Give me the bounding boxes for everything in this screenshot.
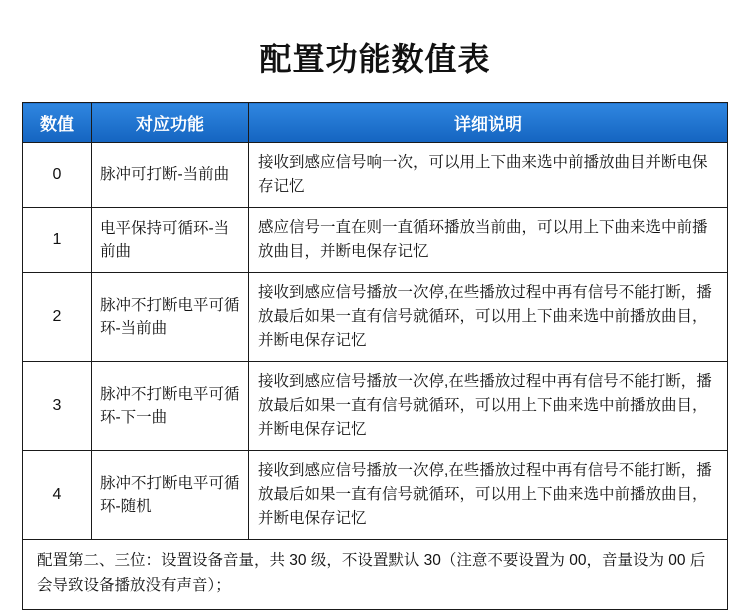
cell-function: 电平保持可循环-当前曲 (92, 208, 249, 273)
cell-description: 接收到感应信号播放一次停,在些播放过程中再有信号不能打断，播放最后如果一直有信号就循环，可以用上下曲来选中前播放曲目，并断电保存记忆 (249, 362, 728, 451)
column-header-description: 详细说明 (249, 103, 728, 143)
cell-value: 2 (23, 273, 92, 362)
cell-value: 4 (23, 451, 92, 540)
cell-description: 接收到感应信号播放一次停,在些播放过程中再有信号不能打断，播放最后如果一直有信号就循环，可以用上下曲来选中前播放曲目，并断电保存记忆 (249, 451, 728, 540)
cell-function: 脉冲不打断电平可循环-随机 (92, 451, 249, 540)
footnote-text: 配置第二、三位：设置设备音量，共 30 级，不设置默认 30（注意不要设置为 00，音量设为 00 后会导致设备播放没有声音）； (23, 540, 728, 610)
table-row (23, 362, 728, 451)
page-title: 配置功能数值表 (259, 41, 491, 77)
cell-function: 脉冲不打断电平可循环-下一曲 (92, 362, 249, 451)
table-header-row (23, 103, 728, 143)
cell-function: 脉冲不打断电平可循环-当前曲 (92, 273, 249, 362)
cell-description: 感应信号一直在则一直循环播放当前曲，可以用上下曲来选中前播放曲目，并断电保存记忆 (249, 208, 728, 273)
table-footnote-row (23, 540, 728, 610)
cell-value: 1 (23, 208, 92, 273)
table-body (23, 143, 728, 610)
table-row (23, 208, 728, 273)
table-row (23, 273, 728, 362)
cell-function: 脉冲可打断-当前曲 (92, 143, 249, 208)
table-header (23, 103, 728, 143)
config-function-value-table (22, 102, 728, 610)
cell-value: 3 (23, 362, 92, 451)
column-header-function: 对应功能 (92, 103, 249, 143)
table-row (23, 451, 728, 540)
cell-description: 接收到感应信号播放一次停,在些播放过程中再有信号不能打断，播放最后如果一直有信号就循环，可以用上下曲来选中前播放曲目，并断电保存记忆 (249, 273, 728, 362)
cell-description: 接收到感应信号响一次，可以用上下曲来选中前播放曲目并断电保存记忆 (249, 143, 728, 208)
table-row (23, 143, 728, 208)
column-header-value: 数值 (23, 103, 92, 143)
cell-value: 0 (23, 143, 92, 208)
